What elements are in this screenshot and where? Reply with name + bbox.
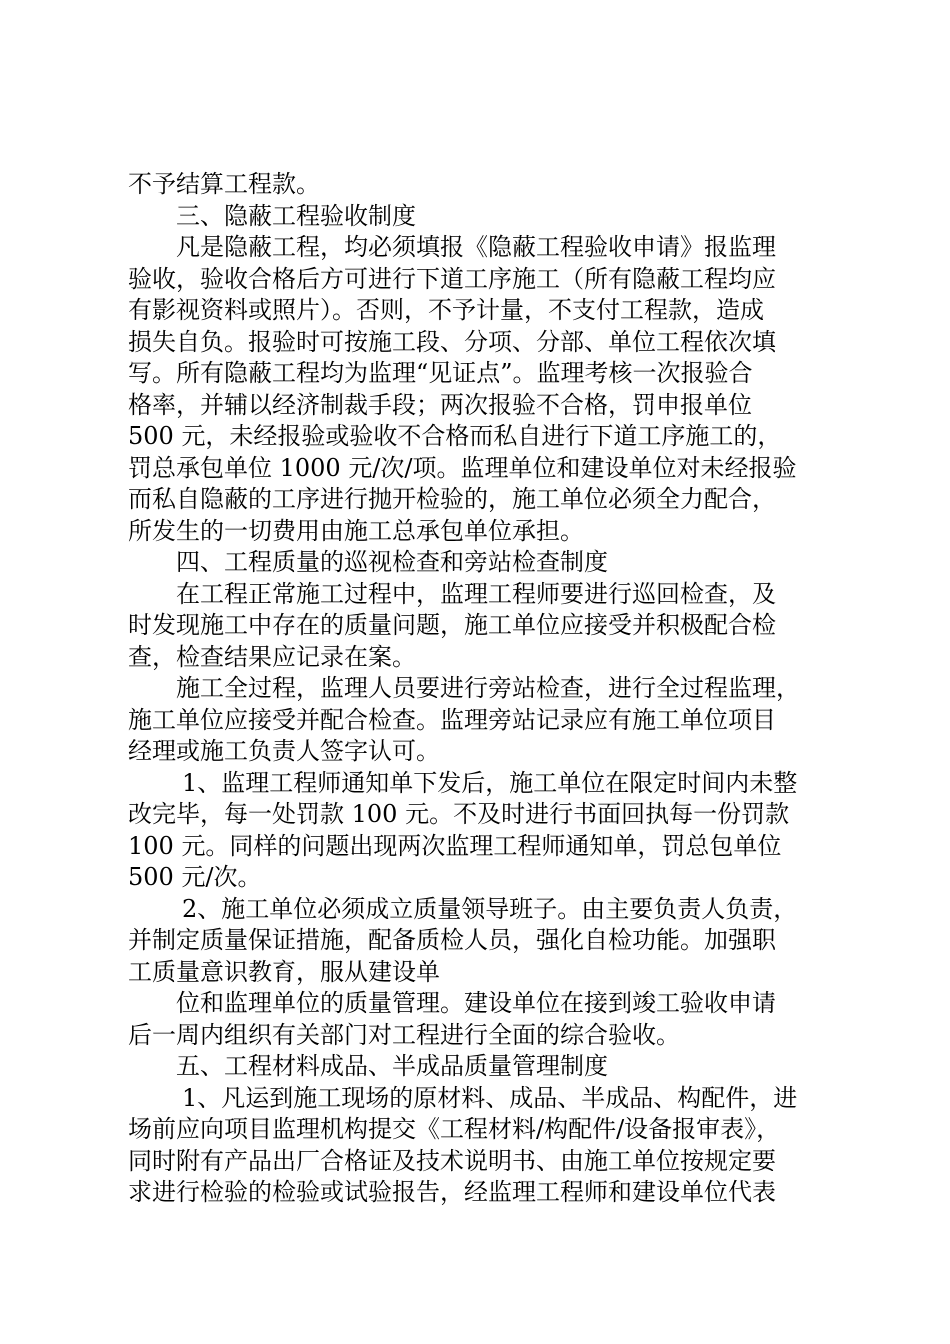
paragraph-line: 验收，验收合格后方可进行下道工序施工（所有隐蔽工程均应 xyxy=(128,264,776,293)
paragraph-line: 罚总承包单位 1000 元/次/项。监理单位和建设单位对未经报验 xyxy=(128,453,797,482)
list-item-line: 1、监理工程师通知单下发后，施工单位在限定时间内未整 xyxy=(182,768,798,797)
paragraph-line: 查，检查结果应记录在案。 xyxy=(128,642,416,671)
paragraph-line: 施工全过程，监理人员要进行旁站检查，进行全过程监理， xyxy=(176,674,800,702)
paragraph-line: 在工程正常施工过程中，监理工程师要进行巡回检查，及 xyxy=(176,579,776,608)
paragraph-line: 改完毕，每一处罚款 100 元。不及时进行书面回执每一份罚款 xyxy=(128,800,790,828)
paragraph-line: 所发生的一切费用由施工总承包单位承担。 xyxy=(128,516,584,545)
paragraph-line: 求进行检验的检验或试验报告，经监理工程师和建设单位代表 xyxy=(128,1178,776,1206)
paragraph-line: 500 元，未经报验或验收不合格而私自进行下道工序施工的， xyxy=(128,422,782,450)
paragraph-line: 同时附有产品出厂合格证及技术说明书、由施工单位按规定要 xyxy=(128,1146,776,1175)
section-heading: 四、工程质量的巡视检查和旁站检查制度 xyxy=(176,548,608,576)
paragraph-line: 经理或施工负责人签字认可。 xyxy=(128,737,440,765)
paragraph-line: 100 元。同样的问题出现两次监理工程师通知单，罚总包单位 xyxy=(128,831,782,860)
paragraph-line: 工质量意识教育，服从建设单 xyxy=(128,957,440,986)
document-body xyxy=(128,169,833,1209)
paragraph-line: 凡是隐蔽工程，均必须填报《隐蔽工程验收申请》报监理 xyxy=(176,233,776,261)
paragraph-line: 场前应向项目监理机构提交《工程材料/构配件/设备报审表》， xyxy=(128,1115,781,1143)
paragraph-line: 有影视资料或照片）。否则，不予计量，不支付工程款，造成 xyxy=(128,296,764,324)
paragraph-line: 500 元/次。 xyxy=(128,863,262,891)
list-item-line: 1、凡运到施工现场的原材料、成品、半成品、构配件，进 xyxy=(182,1083,798,1112)
section-heading: 三、隐蔽工程验收制度 xyxy=(176,201,416,230)
paragraph-line: 后一周内组织有关部门对工程进行全面的综合验收。 xyxy=(128,1020,680,1049)
section-heading: 五、工程材料成品、半成品质量管理制度 xyxy=(176,1052,608,1080)
paragraph-line: 施工单位应接受并配合检查。监理旁站记录应有施工单位项目 xyxy=(128,705,776,734)
paragraph-line: 格率，并辅以经济制裁手段；两次报验不合格，罚申报单位 xyxy=(128,390,752,419)
paragraph-line: 而私自隐蔽的工序进行抛开检验的，施工单位必须全力配合， xyxy=(128,485,776,513)
list-item-line: 2、施工单位必须成立质量领导班子。由主要负责人负责， xyxy=(182,894,798,923)
paragraph-line: 时发现施工中存在的质量问题，施工单位应接受并积极配合检 xyxy=(128,611,776,639)
paragraph-line: 不予结算工程款。 xyxy=(128,170,320,198)
paragraph-line: 损失自负。报验时可按施工段、分项、分部、单位工程依次填 xyxy=(128,327,776,356)
paragraph-line: 位和监理单位的质量管理。建设单位在接到竣工验收申请 xyxy=(176,989,776,1017)
paragraph-line: 写。所有隐蔽工程均为监理“见证点”。监理考核一次报验合 xyxy=(128,359,753,387)
paragraph-line: 并制定质量保证措施，配备质检人员，强化自检功能。加强职 xyxy=(128,926,776,954)
